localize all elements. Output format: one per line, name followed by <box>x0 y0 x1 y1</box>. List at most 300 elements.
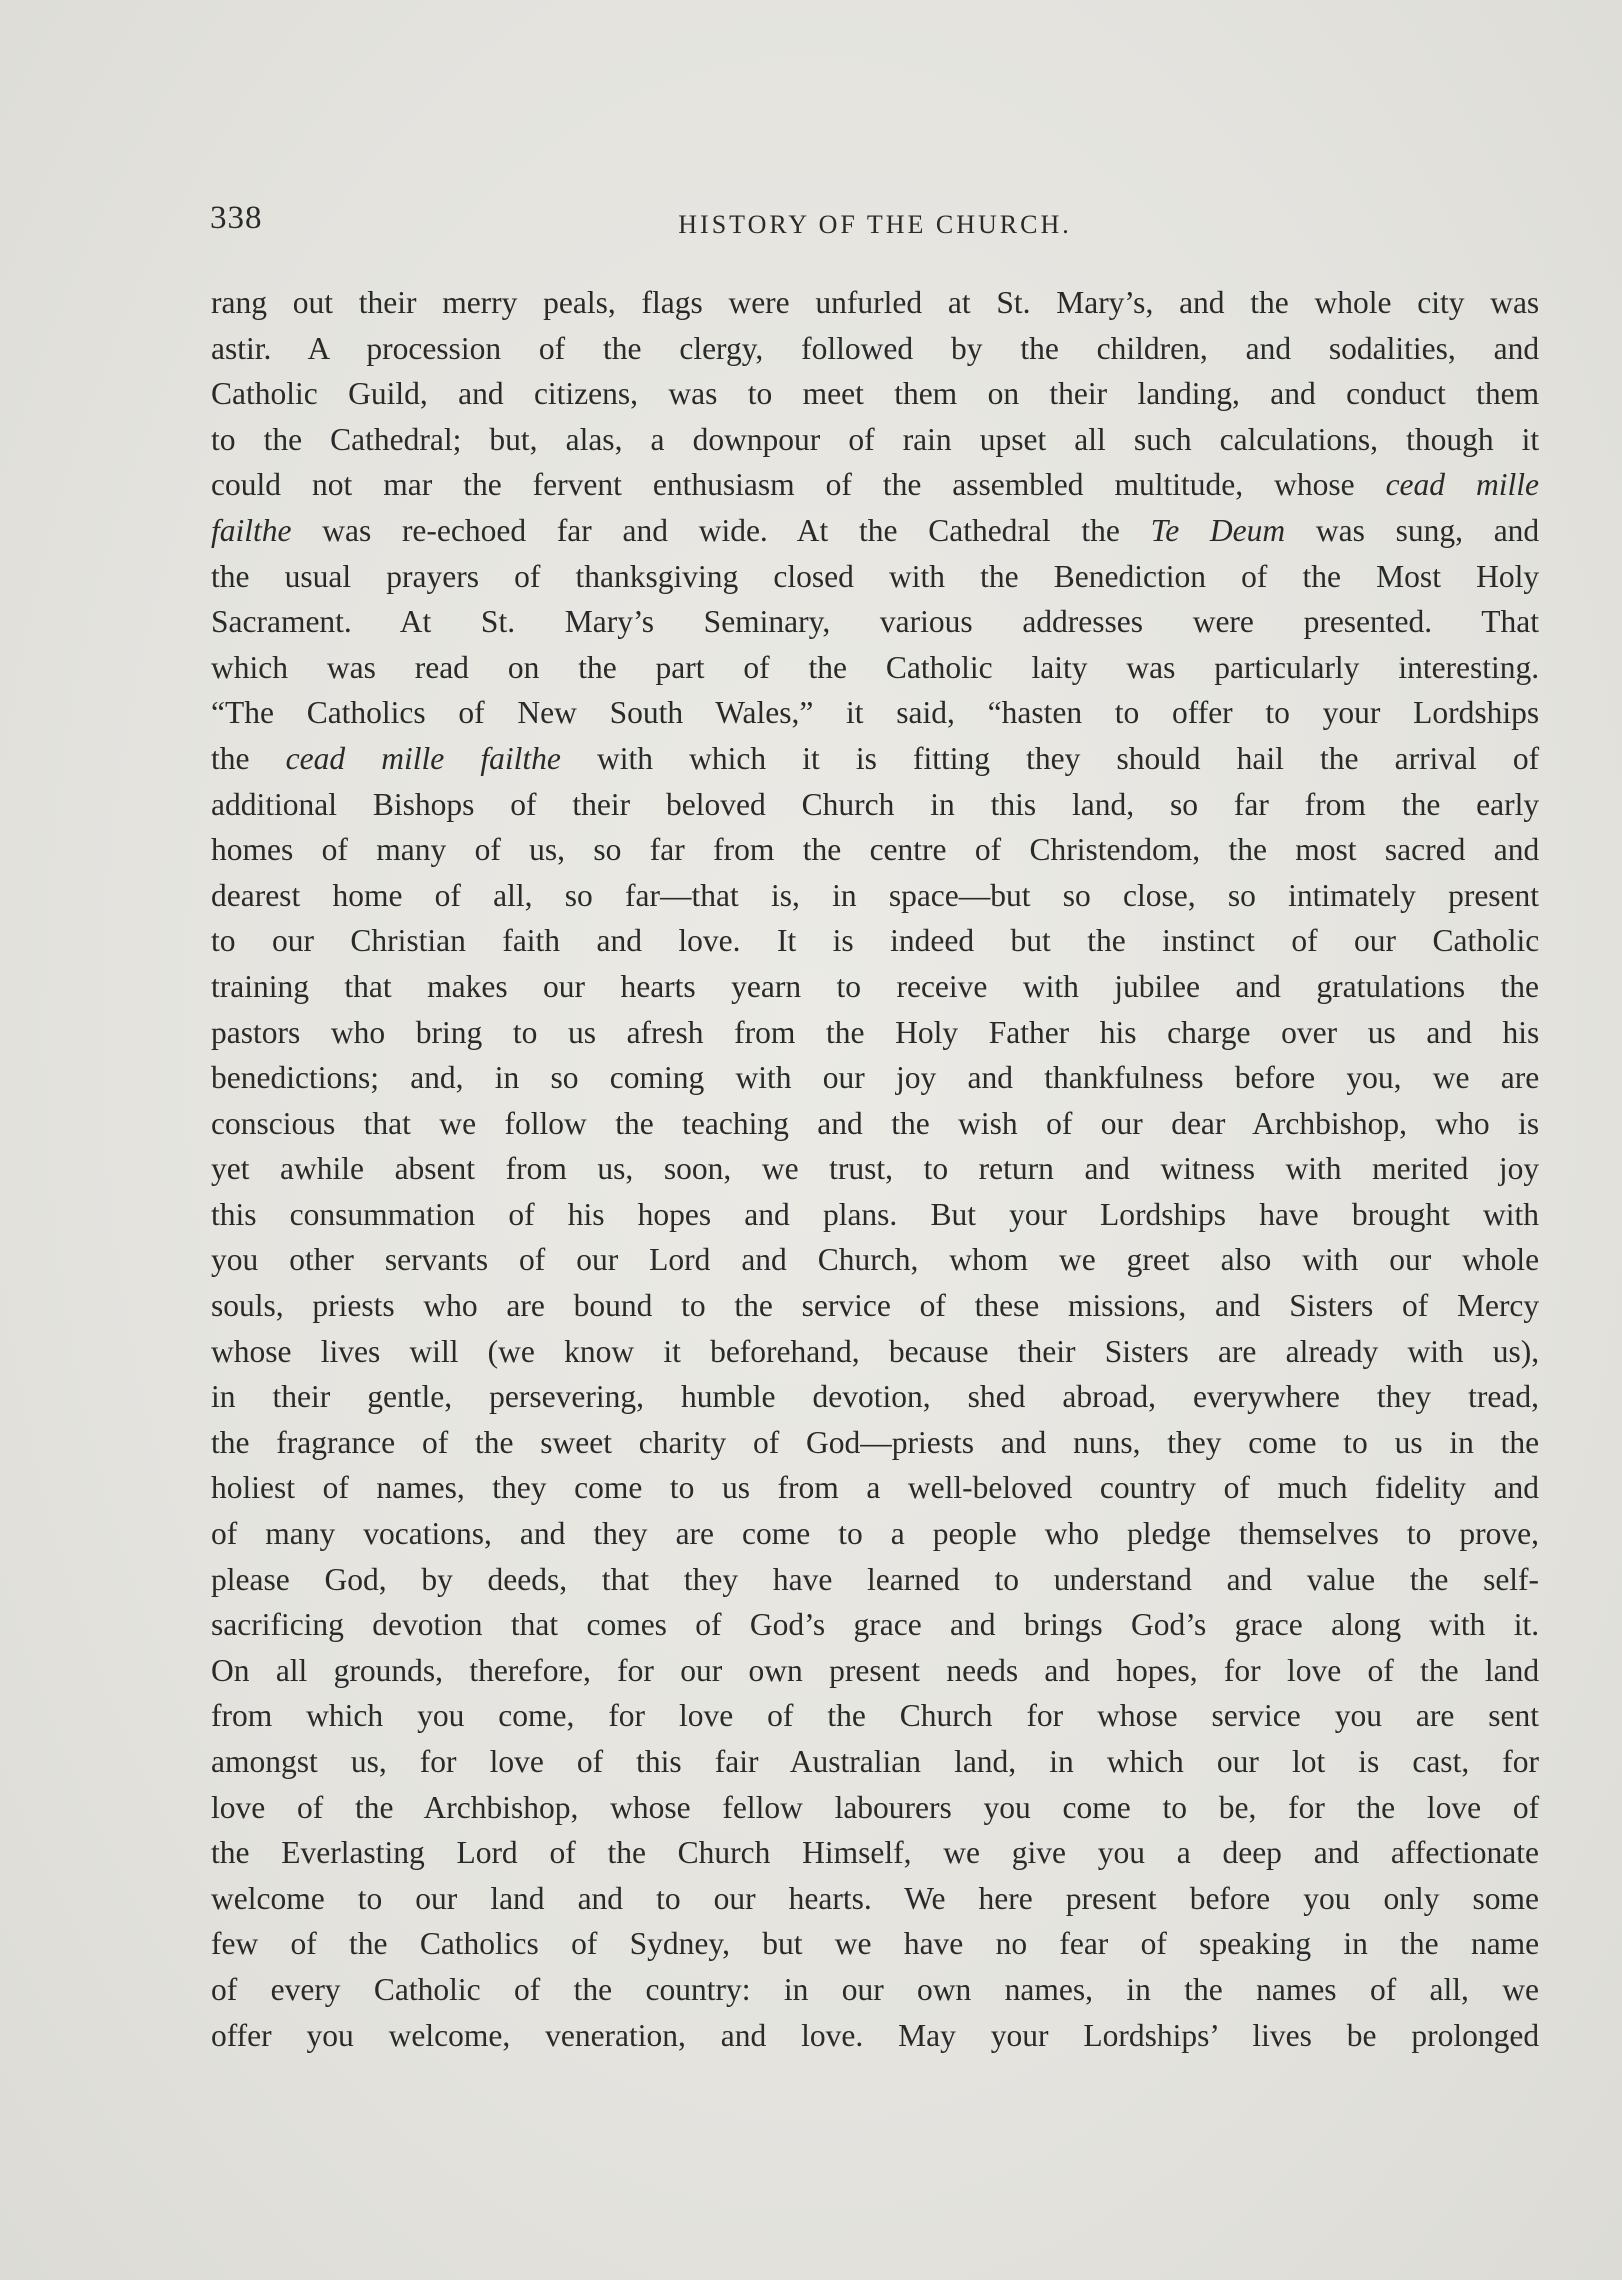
word: were <box>728 285 790 320</box>
word: St. <box>480 604 516 640</box>
page-header <box>210 200 1540 244</box>
word: to <box>838 1516 863 1552</box>
word: coming <box>609 1060 705 1096</box>
text-line <box>211 1146 1539 1192</box>
word: by <box>421 1561 453 1597</box>
word: We <box>904 1880 946 1916</box>
word: are <box>506 1288 545 1324</box>
word: a <box>650 421 665 457</box>
text-line <box>211 1283 1539 1329</box>
word: love <box>1286 1652 1342 1688</box>
word: merry <box>442 285 518 320</box>
word: holiest <box>211 1470 295 1506</box>
word: understand <box>1053 1561 1192 1597</box>
word: of <box>1512 740 1540 776</box>
word: devotion, <box>812 1379 931 1415</box>
word: unfurled <box>815 285 923 320</box>
word: charge <box>1167 1014 1251 1050</box>
word: to <box>357 1880 383 1916</box>
word: by <box>950 330 983 366</box>
word: know <box>564 1333 635 1369</box>
word: to <box>1265 695 1290 731</box>
word: everywhere <box>1192 1379 1340 1415</box>
word: tread, <box>1468 1379 1539 1415</box>
word: most <box>1295 832 1357 868</box>
word: and <box>1313 1835 1360 1871</box>
word: brought <box>1351 1196 1450 1232</box>
word: to <box>681 1288 706 1324</box>
word: with <box>1022 968 1079 1004</box>
word: the <box>615 1105 654 1141</box>
word: love <box>211 1789 266 1825</box>
word: “The <box>211 695 274 731</box>
word: come <box>1248 1424 1317 1460</box>
body-text <box>211 280 1539 2058</box>
text-line <box>211 1010 1539 1056</box>
word: their <box>272 1379 331 1415</box>
word: present <box>1065 1880 1157 1916</box>
word: whose <box>610 1789 691 1825</box>
word: of <box>538 330 566 366</box>
word: conduct <box>1346 376 1446 412</box>
word: Benediction <box>1053 558 1207 594</box>
word: the <box>1500 968 1539 1004</box>
word: the <box>802 832 842 868</box>
word: Australian <box>789 1744 922 1779</box>
word: awhile <box>280 1151 365 1187</box>
word: of <box>458 695 485 731</box>
word: is <box>832 923 854 959</box>
word: absent <box>394 1151 476 1187</box>
word: many <box>376 832 447 868</box>
word: grace <box>853 1607 922 1643</box>
word: of <box>1223 1470 1250 1506</box>
text-line <box>211 1374 1539 1420</box>
italic-word: failthe <box>211 512 292 548</box>
word: sodalities, <box>1328 330 1456 366</box>
word: a <box>890 1516 905 1552</box>
word: rain <box>902 421 952 457</box>
word: country <box>1099 1470 1197 1506</box>
word: space—but <box>888 877 1031 913</box>
word: Sisters <box>1289 1288 1374 1324</box>
text-line <box>211 1785 1539 1831</box>
word: such <box>1133 421 1192 457</box>
word: far—that <box>625 877 739 913</box>
text-line <box>211 1192 1539 1238</box>
word: you <box>1303 1880 1351 1916</box>
word: flags <box>641 285 703 320</box>
word: calculations, <box>1219 421 1378 457</box>
text-line <box>211 1511 1539 1557</box>
word: before <box>1234 1060 1316 1096</box>
word: of <box>211 1516 238 1552</box>
word: Holy <box>895 1014 959 1050</box>
word: of <box>1241 558 1268 594</box>
word: and <box>720 2017 767 2053</box>
word: brings <box>1023 1607 1103 1643</box>
word: for <box>1223 1652 1261 1688</box>
word: a <box>1176 1835 1191 1871</box>
word: Archbishop, <box>423 1789 579 1825</box>
word: joy <box>896 1060 937 1096</box>
word: of <box>743 649 770 685</box>
word: thankfulness <box>1044 1060 1204 1096</box>
word: Catholics <box>306 695 426 731</box>
word: offer <box>211 2017 272 2053</box>
word: of <box>695 1607 722 1643</box>
word: is, <box>770 877 800 913</box>
word: New <box>517 695 577 731</box>
word: yet <box>211 1151 250 1187</box>
word: of <box>290 1926 317 1962</box>
word: value <box>1306 1561 1376 1597</box>
word: with <box>1302 1242 1359 1278</box>
word: come <box>1062 1789 1131 1825</box>
word: which <box>211 649 288 685</box>
word: with <box>1429 1607 1486 1643</box>
word: names <box>1256 1971 1337 2007</box>
word: country: <box>645 1971 751 2007</box>
word: and <box>1426 1014 1472 1050</box>
word: shed <box>967 1379 1026 1415</box>
word: therefore, <box>469 1652 591 1688</box>
word: in <box>1343 1926 1368 1962</box>
word: sacred <box>1384 832 1466 868</box>
word: few <box>211 1926 259 1962</box>
word: indeed <box>890 923 975 959</box>
word: them <box>894 376 958 412</box>
word: all <box>1074 421 1106 457</box>
word: deeds, <box>487 1561 568 1597</box>
word: speaking <box>1199 1926 1312 1962</box>
word: affectionate <box>1390 1835 1539 1871</box>
word: was <box>326 649 376 685</box>
word: it <box>1521 421 1540 457</box>
word: we <box>1058 1242 1096 1278</box>
word: But <box>930 1196 976 1232</box>
word: it <box>802 740 820 776</box>
italic-word: Te <box>1150 512 1180 548</box>
word: this <box>211 1196 257 1232</box>
word: land <box>1484 1652 1540 1688</box>
word: with <box>1482 1196 1539 1232</box>
word: the <box>1500 1424 1540 1460</box>
word: pledge <box>1126 1516 1211 1552</box>
text-line <box>211 873 1539 919</box>
word: it <box>846 695 864 731</box>
word: sacrificing <box>211 1607 344 1643</box>
word: already <box>1285 1333 1379 1369</box>
word: priests <box>312 1288 395 1324</box>
word: present <box>1448 877 1540 913</box>
word: prayers <box>386 558 479 594</box>
word: love <box>489 1744 544 1779</box>
word: over <box>1281 1014 1338 1050</box>
word: the <box>1302 558 1342 594</box>
word: us <box>1367 1014 1396 1050</box>
word: followed <box>801 330 914 366</box>
word: of <box>296 1789 324 1825</box>
word: and <box>577 1880 624 1916</box>
word: gratulations <box>1316 968 1466 1004</box>
word: love. <box>678 923 741 959</box>
text-line <box>211 1739 1539 1785</box>
word: to <box>211 923 236 959</box>
word: to <box>1343 1424 1368 1460</box>
word: well-beloved <box>907 1470 1073 1506</box>
word: the <box>1409 1561 1449 1597</box>
word: but, <box>489 421 538 457</box>
word: with <box>596 740 653 776</box>
word: and <box>967 1060 1013 1096</box>
word: here <box>978 1880 1033 1916</box>
word: bring <box>415 1014 483 1050</box>
word: you <box>1334 1698 1382 1734</box>
word: this <box>636 1744 682 1779</box>
word: from <box>1304 786 1366 822</box>
word: land, <box>954 1744 1017 1779</box>
word: Sydney, <box>629 1926 730 1962</box>
word: interesting. <box>1398 649 1540 685</box>
text-line <box>211 1329 1539 1375</box>
word: “hasten <box>987 695 1083 731</box>
word: home <box>332 877 403 913</box>
word: Lord <box>456 1835 518 1871</box>
word: we <box>1432 1060 1470 1096</box>
word: receive <box>896 968 988 1004</box>
word: missions, <box>1068 1288 1187 1324</box>
word: and <box>1214 1288 1261 1324</box>
word: the <box>211 558 250 594</box>
word: upset <box>979 421 1047 457</box>
word: many <box>265 1516 336 1552</box>
word: they <box>1167 1424 1222 1460</box>
word: and <box>741 1242 787 1278</box>
word: your <box>990 2017 1049 2053</box>
word: service <box>1211 1698 1301 1734</box>
word: was <box>1126 649 1176 685</box>
word: of <box>825 467 852 503</box>
italic-word: Deum <box>1209 512 1286 548</box>
word: the <box>1184 1971 1223 2007</box>
word: Mercy <box>1456 1288 1540 1324</box>
word: of <box>753 1424 780 1460</box>
italic-word: cead <box>285 740 346 776</box>
word: Catholic <box>1432 923 1540 959</box>
word: of <box>571 1926 598 1962</box>
word: whole <box>1462 1242 1540 1278</box>
word: plans. <box>822 1196 898 1232</box>
word: to <box>669 1470 695 1506</box>
word: peals, <box>543 285 616 320</box>
word: have <box>1259 1196 1319 1232</box>
word: Mary’s, <box>1056 285 1154 320</box>
word: of <box>474 832 501 868</box>
word: trust, <box>829 1151 894 1187</box>
word: so <box>1062 877 1091 913</box>
word: from <box>211 1698 273 1734</box>
word: and <box>622 512 668 548</box>
word: no <box>995 1926 1028 1962</box>
word: is <box>1518 1105 1540 1141</box>
word: they <box>593 1516 648 1552</box>
word: from <box>777 1470 839 1506</box>
word: whom <box>949 1242 1029 1278</box>
word: Guild, <box>348 376 428 412</box>
word: of <box>1140 1926 1167 1962</box>
word: fervent <box>532 467 622 503</box>
word: fragrance <box>276 1424 396 1460</box>
word: these <box>974 1288 1040 1324</box>
word: be, <box>1218 1789 1257 1825</box>
word: was <box>668 376 718 412</box>
word: offer <box>1172 695 1233 731</box>
word: Everlasting <box>281 1835 425 1871</box>
word: Most <box>1376 558 1441 594</box>
word: of <box>421 1424 449 1460</box>
word: is <box>1358 1744 1380 1779</box>
text-line <box>211 1465 1539 1511</box>
word: but <box>762 1926 803 1962</box>
word: our <box>713 1880 756 1916</box>
word: they <box>683 1561 739 1597</box>
word: in <box>1049 1744 1074 1779</box>
word: instinct <box>1162 923 1255 959</box>
word: the <box>882 467 922 503</box>
text-line <box>211 554 1539 600</box>
italic-word: mille <box>1476 467 1540 503</box>
word: the <box>263 421 303 457</box>
word: alas, <box>565 421 623 457</box>
word: Catholic <box>373 1971 481 2007</box>
word: wide. <box>698 512 768 548</box>
word: and <box>1493 832 1540 868</box>
word: Sacrament. <box>211 604 352 640</box>
word: whose <box>1274 467 1355 503</box>
word: charity <box>638 1424 727 1460</box>
word: downpour <box>692 421 821 457</box>
word: in <box>1126 1971 1151 2007</box>
word: so <box>550 1060 579 1096</box>
word: of <box>974 832 1002 868</box>
word: this <box>990 786 1037 822</box>
word: so <box>1169 786 1198 822</box>
word: to <box>1114 695 1140 731</box>
word: love <box>678 1698 734 1734</box>
word: close, <box>1123 877 1196 913</box>
word: names, <box>1004 1971 1094 2007</box>
word: that <box>344 968 392 1004</box>
word: Seminary, <box>703 604 831 640</box>
text-line <box>211 1921 1539 1967</box>
word: centre <box>869 832 947 868</box>
word: needs <box>946 1652 1019 1688</box>
word: beforehand, <box>710 1333 860 1369</box>
word: which <box>306 1698 384 1734</box>
word: is <box>855 740 877 776</box>
word: at <box>947 285 971 320</box>
word: are <box>1500 1060 1540 1096</box>
word: in <box>211 1379 236 1415</box>
word: your <box>1009 1196 1067 1232</box>
word: prolonged <box>1411 2017 1540 2053</box>
italic-word: mille <box>381 740 445 776</box>
word: pastors <box>211 1014 301 1050</box>
word: re-echoed <box>401 512 527 548</box>
word: persevering, <box>489 1379 644 1415</box>
word: we <box>834 1926 872 1962</box>
word: dearest <box>211 877 301 913</box>
word: witness <box>1160 1151 1255 1187</box>
word: are <box>1415 1698 1455 1734</box>
word: the <box>607 1835 646 1871</box>
word: greet <box>1126 1242 1190 1278</box>
word: fellow <box>722 1789 803 1825</box>
word: landing, <box>1137 376 1240 412</box>
word: who <box>1435 1105 1490 1141</box>
word: and <box>1493 512 1540 548</box>
word: astir. <box>211 330 272 366</box>
word: May <box>898 2017 956 2053</box>
word: who <box>1044 1516 1099 1552</box>
word: to <box>994 1561 1019 1597</box>
word: his <box>567 1196 605 1232</box>
word: intimately <box>1288 877 1416 913</box>
word: rang <box>211 285 267 320</box>
word: amongst <box>211 1744 318 1779</box>
word: his <box>1099 1014 1137 1050</box>
word: clergy, <box>679 330 764 366</box>
word: humble <box>680 1379 776 1415</box>
word: us, <box>529 832 566 868</box>
word: of <box>848 421 875 457</box>
word: we <box>943 1835 980 1871</box>
page-number: 338 <box>210 200 263 236</box>
word: our <box>1216 1744 1259 1779</box>
word: in <box>832 877 857 913</box>
word: from <box>713 832 775 868</box>
word: which <box>689 740 767 776</box>
word: land <box>490 1880 545 1916</box>
word: your <box>1322 695 1381 731</box>
word: Church <box>677 1835 771 1871</box>
word: present <box>829 1652 921 1688</box>
word: people <box>932 1516 1017 1552</box>
word: training <box>211 968 309 1004</box>
word: all <box>275 1652 308 1688</box>
word: that <box>601 1561 650 1597</box>
word: (we <box>487 1333 535 1369</box>
word: the <box>1081 512 1120 548</box>
word: a <box>866 1470 881 1506</box>
word: every <box>270 1971 341 2007</box>
word: of <box>322 1470 349 1506</box>
word: our <box>415 1880 458 1916</box>
word: for <box>419 1744 457 1779</box>
word: bound <box>573 1288 653 1324</box>
word: much <box>1277 1470 1348 1506</box>
word: of <box>434 877 461 913</box>
word: wish <box>958 1105 1018 1141</box>
text-line <box>211 326 1539 372</box>
word: that <box>510 1607 559 1643</box>
word: was <box>1315 512 1365 548</box>
word: could <box>211 467 281 503</box>
word: out <box>292 285 333 320</box>
word: and <box>950 1607 996 1643</box>
word: we <box>1502 1971 1540 2007</box>
